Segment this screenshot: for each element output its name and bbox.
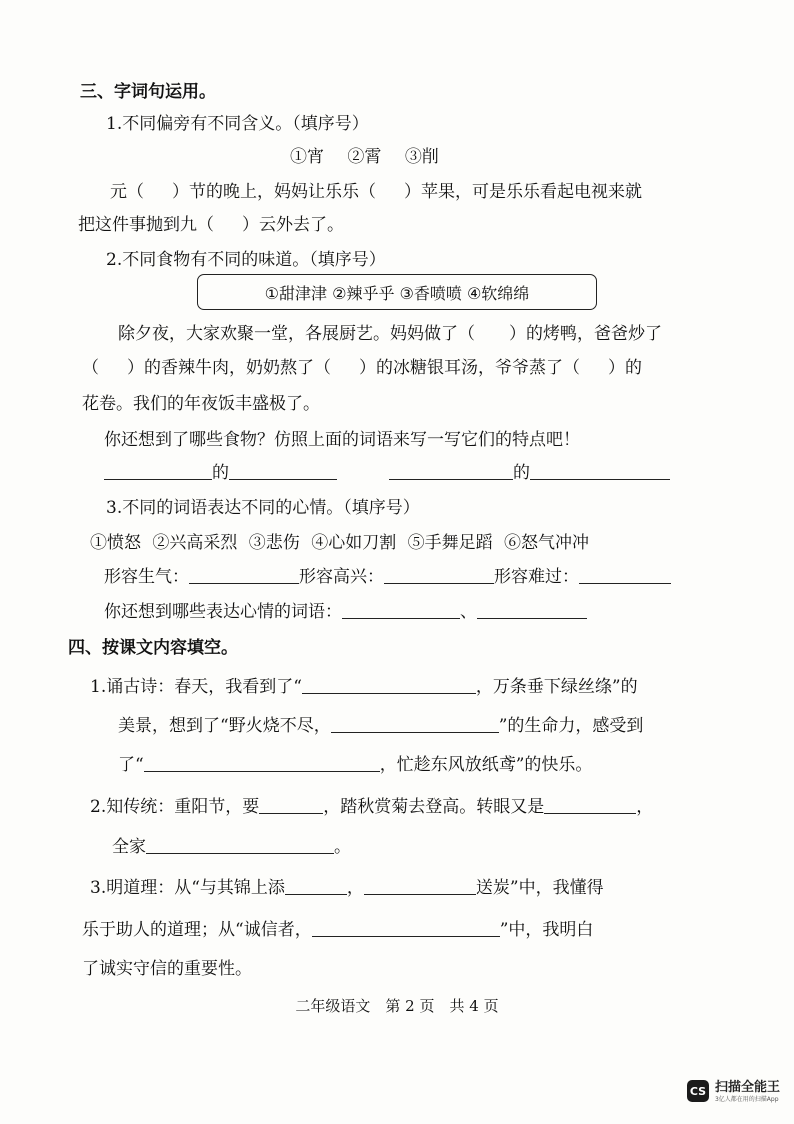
- sad-label: 形容难过：: [494, 567, 579, 587]
- s4-text: ，: [636, 797, 654, 817]
- s4-text: 3.明道理：从“与其锦上添: [90, 878, 285, 898]
- q2-prompt: 2.不同食物有不同的味道。（填序号）: [106, 250, 386, 270]
- s4-text: 2.知传统：重阳节，要: [90, 797, 260, 817]
- section-4-title: 四、按课文内容填空。: [68, 638, 238, 658]
- answer-blank[interactable]: [364, 876, 476, 895]
- q2-line-3: 花卷。我们的年夜饭丰盛极了。: [82, 394, 320, 414]
- q2-text: ）的: [608, 358, 642, 378]
- s4-q3-line-3: 了诚实守信的重要性。: [82, 959, 252, 979]
- q1-prompt: 1.不同偏旁有不同含义。（填序号）: [106, 114, 369, 134]
- q1-option-3: ③削: [404, 147, 439, 167]
- q1-line-2: [78, 213, 344, 237]
- de-text: 的: [212, 463, 229, 483]
- q2-extra-line: [104, 461, 670, 485]
- q1-text: 把这件事抛到九（: [78, 215, 214, 235]
- s4-text: ，忙趁东风放纸鸢”的快乐。: [379, 755, 593, 775]
- s4-text: 全家: [112, 837, 146, 857]
- scanner-watermark: [687, 1080, 780, 1104]
- q2-text: 除夕夜，大家欢聚一堂，各展厨艺。妈妈做了（: [118, 324, 475, 344]
- answer-blank[interactable]: [384, 565, 494, 584]
- q2-text: （: [82, 358, 99, 378]
- s4-q3-line-1: [90, 876, 604, 900]
- s4-q2-line-1: [90, 795, 653, 819]
- answer-blank[interactable]: [530, 461, 670, 480]
- q2-text: ）的香辣牛肉，奶奶熬了（: [127, 358, 331, 378]
- s4-text: ，: [346, 878, 364, 898]
- s4-text: ”中，我明白: [499, 920, 594, 940]
- answer-blank[interactable]: [104, 461, 212, 480]
- flavor-word-box: [197, 274, 597, 310]
- q2-text: ）的烤鸭，爸爸炒了: [509, 324, 662, 344]
- section-3-title: 三、字词句运用。: [80, 82, 216, 102]
- q1-text: ）节的晚上，妈妈让乐乐（: [172, 182, 376, 202]
- s4-text: 美景，想到了“野火烧不尽，: [118, 716, 331, 736]
- answer-blank[interactable]: [144, 753, 380, 772]
- q1-option-2: ②霄: [347, 147, 382, 167]
- answer-blank[interactable]: [389, 461, 513, 480]
- separator: 、: [460, 602, 477, 622]
- q2-text: ）的冰糖银耳汤，爷爷蒸了（: [359, 358, 580, 378]
- de-text: 的: [513, 463, 530, 483]
- answer-blank[interactable]: [285, 876, 347, 895]
- watermark-name: 扫描全能王: [714, 1080, 780, 1095]
- camscanner-logo-icon: CS: [687, 1080, 709, 1102]
- s4-text: ”的生命力，感受到: [498, 716, 644, 736]
- answer-blank[interactable]: [302, 675, 476, 694]
- q1-text: ）苹果，可是乐乐看起电视来就: [404, 182, 642, 202]
- q3-extra-prompt: 你还想到哪些表达心情的词语：: [104, 602, 342, 622]
- answer-blank[interactable]: [342, 600, 460, 619]
- q2-line-2: [82, 356, 642, 380]
- s4-q3-line-2: [82, 918, 593, 942]
- q2-extra-prompt: 你还想到了哪些食物？仿照上面的词语来写一写它们的特点吧！: [104, 430, 580, 450]
- answer-blank[interactable]: [229, 461, 337, 480]
- s4-q1-line-1: [90, 675, 638, 699]
- q3-extra: [104, 600, 587, 624]
- s4-text: 。: [334, 837, 351, 857]
- s4-q1-line-3: [118, 753, 592, 777]
- s4-text: ，万条垂下绿丝绦”的: [475, 677, 638, 697]
- answer-blank[interactable]: [259, 795, 323, 814]
- watermark-tagline: 3亿人都在用的扫描App: [714, 1096, 779, 1103]
- q2-line-1: [118, 322, 662, 346]
- answer-blank[interactable]: [544, 795, 636, 814]
- s4-text: ，踏秋赏菊去登高。转眼又是: [323, 797, 545, 817]
- s4-text: 乐于助人的道理；从“诚信者，: [82, 920, 312, 940]
- q1-text: ）云外去了。: [242, 215, 344, 235]
- s4-text: 送炭”中，我懂得: [475, 878, 604, 898]
- page-footer: 二年级语文 第 2 页 共 4 页: [295, 997, 499, 1015]
- q3-options: ①愤怒 ②兴高采烈 ③悲伤 ④心如刀割 ⑤手舞足蹈 ⑥怒气冲冲: [90, 533, 590, 553]
- answer-blank[interactable]: [477, 600, 587, 619]
- q3-prompt: 3.不同的词语表达不同的心情。（填序号）: [106, 498, 420, 518]
- q1-line-1: [110, 180, 642, 204]
- q1-options: [290, 145, 457, 169]
- happy-label: 形容高兴：: [299, 567, 384, 587]
- answer-blank[interactable]: [146, 835, 334, 854]
- q1-text: 元（: [110, 182, 144, 202]
- answer-blank[interactable]: [312, 918, 500, 937]
- s4-text: 1.诵古诗：春天，我看到了“: [90, 677, 302, 697]
- q1-option-1: ①宵: [290, 147, 324, 167]
- s4-q2-line-2: [112, 835, 351, 859]
- angry-label: 形容生气：: [104, 567, 189, 587]
- q3-classify: [104, 565, 671, 589]
- answer-blank[interactable]: [579, 565, 671, 584]
- answer-blank[interactable]: [331, 714, 499, 733]
- s4-text: 了“: [118, 755, 144, 775]
- flavor-words: ①甜津津 ②辣乎乎 ③香喷喷 ④软绵绵: [264, 283, 530, 303]
- s4-q1-line-2: [118, 714, 643, 738]
- answer-blank[interactable]: [189, 565, 299, 584]
